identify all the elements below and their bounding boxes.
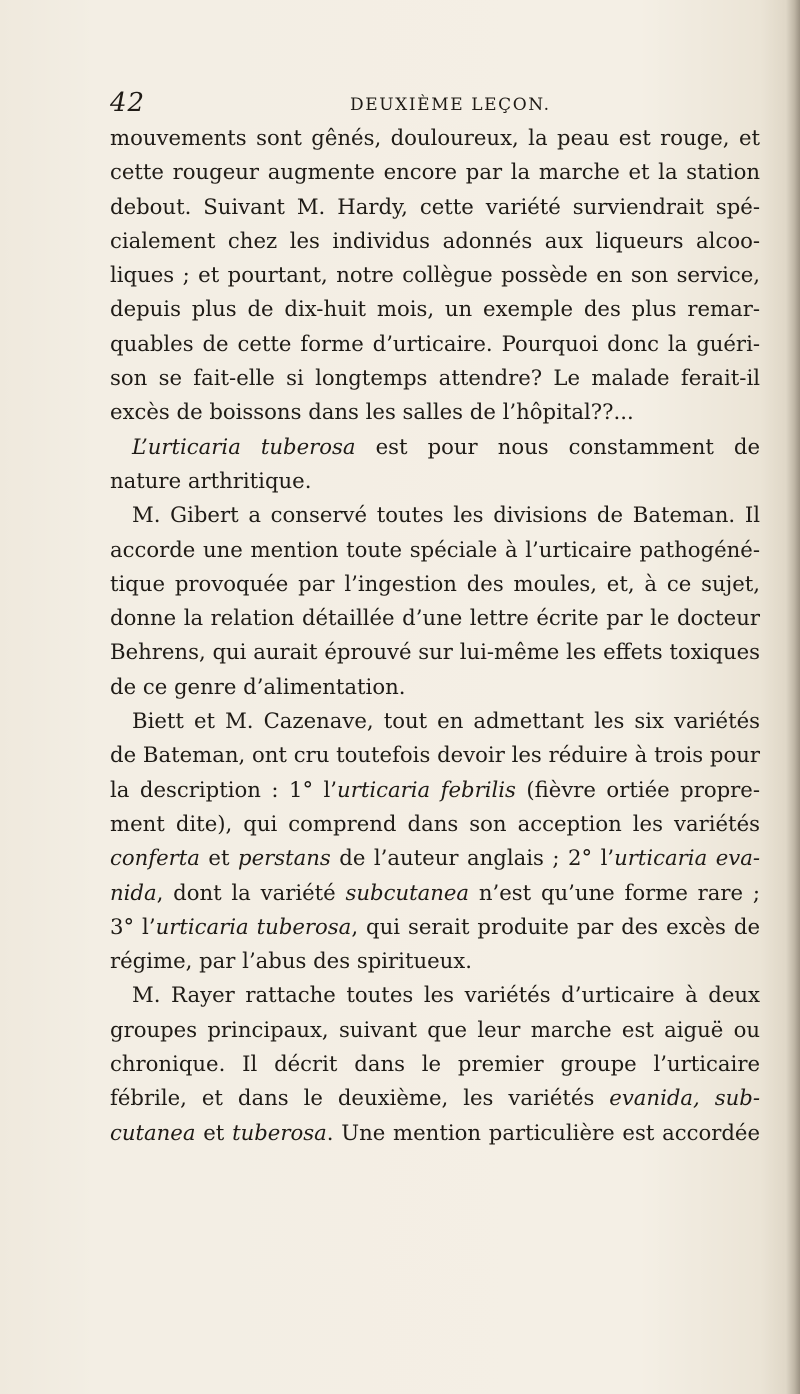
text-line bbox=[110, 738, 760, 772]
text-line bbox=[110, 498, 760, 532]
text-line bbox=[110, 430, 760, 464]
text-run: de Bateman, ont cru toutefois devoir les réduire à trois pour bbox=[110, 742, 760, 768]
italic-term: L’ bbox=[132, 433, 148, 459]
italic-term: conferta bbox=[110, 845, 200, 871]
text-run: de ce genre d’alimentation. bbox=[110, 673, 406, 699]
italic-term: urticaria febrilis bbox=[337, 776, 516, 802]
italic-term: evanida, sub- bbox=[609, 1085, 760, 1111]
text-line bbox=[110, 533, 760, 567]
italic-term: subcutanea bbox=[345, 879, 470, 905]
text-line bbox=[110, 327, 760, 361]
page-number: 42 bbox=[110, 88, 146, 118]
text-line bbox=[110, 567, 760, 601]
text-line bbox=[110, 944, 760, 978]
text-line bbox=[110, 258, 760, 292]
text-run: Biett et M. Cazenave, tout en admettant les six variétés bbox=[132, 708, 760, 734]
italic-term: urticaria tuberosa bbox=[155, 913, 352, 939]
text-line bbox=[110, 635, 760, 669]
text-run: est pour nous constamment de bbox=[355, 433, 761, 459]
text-line bbox=[110, 1081, 760, 1115]
text-run: nature arthritique. bbox=[110, 467, 312, 493]
body-text bbox=[110, 121, 760, 1150]
text-run: son se fait-elle si longtemps attendre? Le malade ferait-il bbox=[110, 365, 760, 391]
text-line bbox=[110, 1013, 760, 1047]
text-run: M. Gibert a conservé toutes les divisions de Bateman. Il bbox=[132, 502, 760, 528]
text-run: de l’auteur anglais ; 2° l’ bbox=[330, 845, 615, 871]
text-run: quables de cette forme d’urticaire. Pourquoi donc la guéri- bbox=[110, 330, 760, 356]
text-run: , qui serait produite par des excès de bbox=[351, 913, 761, 939]
text-run: mouvements sont gênés, douloureux, la peau est rouge, et bbox=[110, 125, 760, 150]
text-line bbox=[110, 224, 760, 258]
text-run: liques ; et pourtant, notre collègue possède en son service, bbox=[110, 262, 760, 288]
italic-term: cutanea bbox=[110, 1119, 196, 1145]
text-run: depuis plus de dix-huit mois, un exemple des plus remar- bbox=[110, 296, 760, 322]
text-line bbox=[110, 121, 760, 155]
text-run: la description : 1° l’ bbox=[110, 776, 338, 802]
text-run: fébrile, et dans le deuxième, les variétés bbox=[110, 1085, 610, 1111]
text-line bbox=[110, 1116, 760, 1150]
running-head: DEUXIÈME LEÇON. bbox=[350, 95, 551, 115]
text-line bbox=[110, 876, 760, 910]
text-line bbox=[110, 361, 760, 395]
text-line bbox=[110, 841, 760, 875]
text-line bbox=[110, 292, 760, 326]
italic-term: urticaria tuberosa bbox=[147, 433, 356, 459]
text-line bbox=[110, 190, 760, 224]
text-run: régime, par l’abus des spiritueux. bbox=[110, 948, 472, 974]
italic-term: nida bbox=[110, 879, 157, 905]
italic-term: tuberosa bbox=[232, 1119, 327, 1145]
text-line bbox=[110, 670, 760, 704]
page-header bbox=[110, 88, 760, 122]
text-line bbox=[110, 601, 760, 635]
text-run: debout. Suivant M. Hardy, cette variété surviendrait spé- bbox=[110, 193, 760, 219]
text-run: cialement chez les individus adonnés aux liqueurs alcoo- bbox=[110, 227, 760, 253]
text-line bbox=[110, 910, 760, 944]
text-run: n’est qu’une forme rare ; bbox=[469, 879, 760, 905]
text-run: groupes principaux, suivant que leur marche est aiguë ou bbox=[110, 1016, 760, 1042]
text-line bbox=[110, 978, 760, 1012]
text-run: . Une mention particulière est accordée bbox=[326, 1119, 760, 1145]
text-run: et bbox=[199, 845, 238, 871]
text-run: et bbox=[195, 1119, 233, 1145]
text-line bbox=[110, 773, 760, 807]
italic-term: urticaria eva- bbox=[614, 845, 761, 871]
text-line bbox=[110, 807, 760, 841]
text-run: cette rougeur augmente encore par la marche et la station bbox=[110, 159, 760, 185]
text-line bbox=[110, 395, 760, 429]
text-run: Behrens, qui aurait éprouvé sur lui-même les effets toxiques bbox=[110, 639, 760, 665]
text-run: tique provoquée par l’ingestion des moules, et, à ce sujet, bbox=[110, 570, 760, 596]
text-run: donne la relation détaillée d’une lettre écrite par le docteur bbox=[110, 605, 760, 631]
text-run: (fièvre ortiée propre- bbox=[515, 776, 760, 802]
text-run: 3° l’ bbox=[110, 913, 156, 939]
text-line bbox=[110, 704, 760, 738]
text-run: accorde une mention toute spéciale à l’urticaire pathogéné- bbox=[110, 536, 760, 562]
text-line bbox=[110, 1047, 760, 1081]
text-run: chronique. Il décrit dans le premier groupe l’urticaire bbox=[110, 1051, 760, 1077]
text-run: ment dite), qui comprend dans son acception les variétés bbox=[110, 810, 760, 836]
text-run: excès de boissons dans les salles de l’hôpital??... bbox=[110, 399, 634, 425]
text-run: M. Rayer rattache toutes les variétés d’urticaire à deux bbox=[132, 982, 760, 1008]
text-run: , dont la variété bbox=[156, 879, 346, 905]
text-line bbox=[110, 464, 760, 498]
italic-term: perstans bbox=[238, 845, 331, 871]
page-edge-shadow bbox=[786, 0, 800, 1394]
text-line bbox=[110, 155, 760, 189]
